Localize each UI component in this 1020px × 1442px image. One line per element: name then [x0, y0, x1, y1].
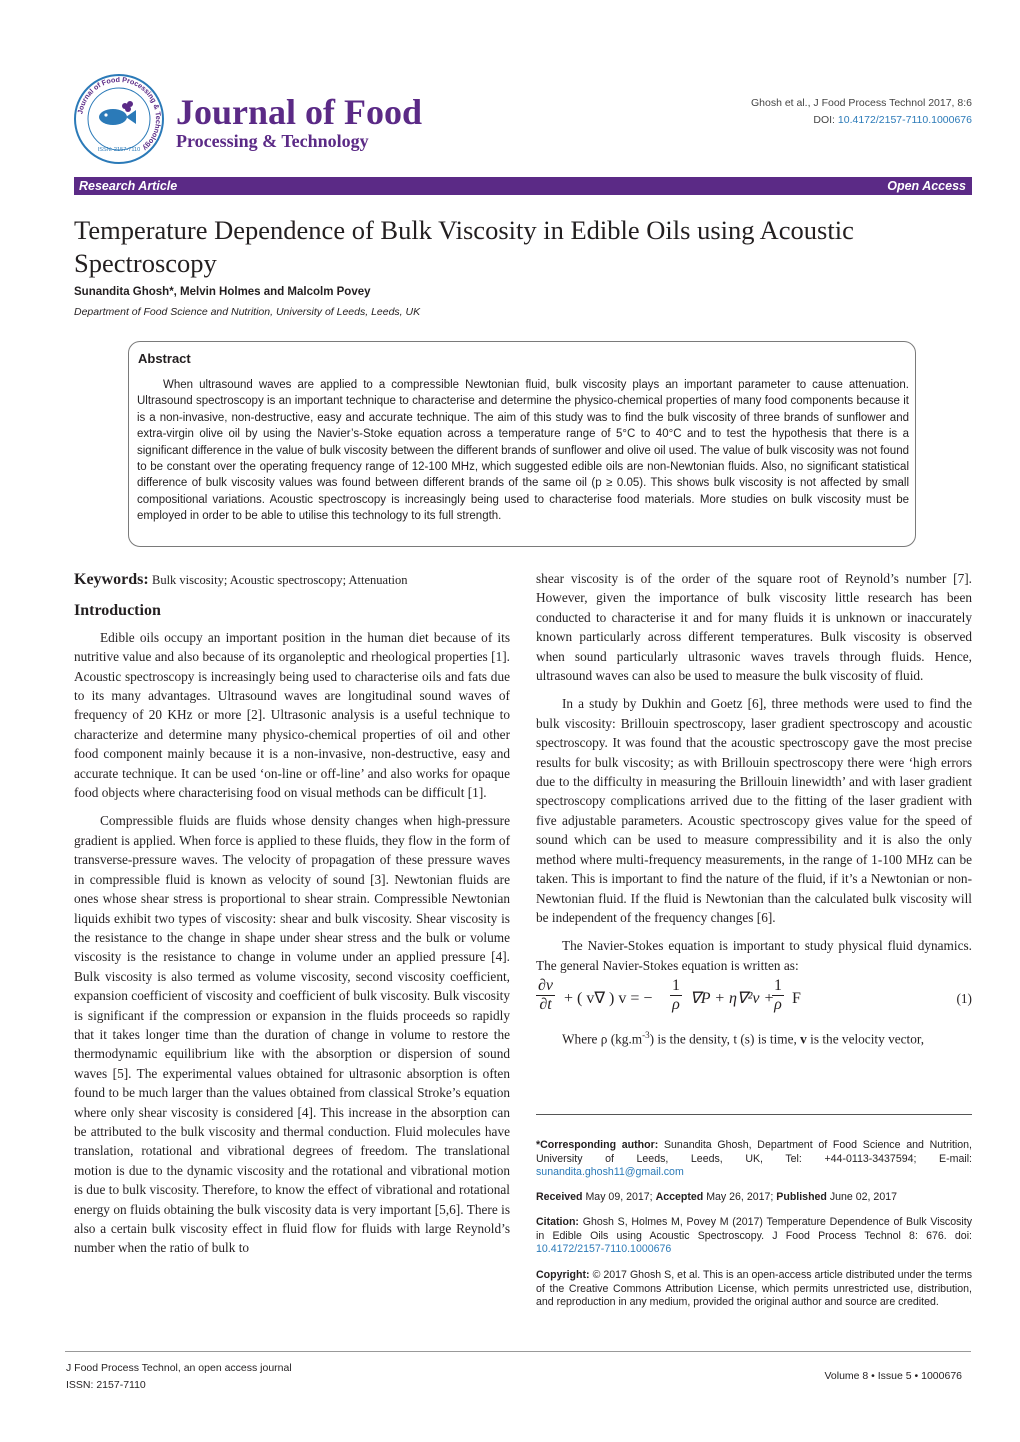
published-label: Published [776, 1191, 827, 1203]
journal-logo [73, 73, 165, 165]
eq-frac2-den: ρ [672, 996, 680, 1014]
footer-issn: ISSN: 2157-7110 [66, 1379, 146, 1391]
eq-fraction-dvdt [536, 977, 555, 1014]
citation-line: Ghosh et al., J Food Process Technol 2017, 8:6 [750, 97, 972, 109]
citation-doi-link[interactable]: 10.4172/2157-7110.1000676 [536, 1243, 672, 1256]
eq-expl-bold: v [800, 1031, 807, 1047]
footer-divider [65, 1351, 971, 1352]
paper-title: Temperature Dependence of Bulk Viscosity in Edible Oils using Acoustic Spectroscopy [74, 215, 854, 278]
intro-paragraph-5: The Navier-Stokes equation is important to study physical fluid dynamics. The general Navier-Stokes equation is written as: [536, 938, 972, 973]
received-date: May 09, 2017; [582, 1191, 656, 1203]
eq-expl-end: is the velocity vector, [806, 1031, 925, 1047]
doi-line [813, 114, 972, 126]
navier-stokes-equation [536, 976, 972, 1026]
keywords-label: Keywords [74, 571, 144, 588]
eq-force-term: F [792, 990, 801, 1008]
article-type-label: Research Article [79, 179, 178, 193]
equation-explanation [536, 1026, 972, 1049]
dates-note [536, 1191, 972, 1205]
journal-subtitle: Processing & Technology [176, 131, 369, 151]
copyright-note [536, 1269, 972, 1310]
citation-note [536, 1216, 972, 1257]
copyright-label: Copyright: [536, 1269, 590, 1281]
intro-paragraph-3: shear viscosity is of the order of the square root of Reynold’s number [7]. However, given the importance of bulk viscosity little research has been conducted to characterise it and for many fluids it is unknown or inaccurately known particularly across different temperatures. Bulk viscosity is observed when sound particularly ultrasonic waves travels through fluids. Hence, ultrasound waves can also be used to measure the bulk viscosity of fluid. [536, 571, 972, 684]
open-access-label: Open Access [887, 179, 966, 193]
intro-paragraph-1: Edible oils occupy an important position in the human diet because of its nutritive value and also because of its organoleptic and rheological properties [1]. Acoustic spectroscopy is increasingly being used to characterise oils and fats due to its many advantages. Ultrasound waves are longitudinal sound waves of frequency of 20 KHz or more [2]. Ultrasonic analysis is a useful technique to characterize and determine many physico-chemical properties of oil and other food component mainly because it is a non-invasive, non-destructive, easy and accurate technique. It can be used ‘on-line or off-line’ and also works for opaque food objects where characterising food on visual methods can be difficult [1]. [74, 629, 510, 801]
eq-middle-terms: + ( v∇ ) v = − [564, 990, 653, 1008]
logo-issn: ISSN: 2157-7110 [97, 147, 141, 153]
author-email-link[interactable]: sunandita.ghosh11@gmail.com [536, 1166, 684, 1179]
abstract-box [128, 341, 916, 547]
corresponding-author-note [536, 1139, 972, 1180]
eq-frac1-den: ∂t [539, 996, 552, 1014]
affiliation: Department of Food Science and Nutrition, University of Leeds, Leeds, UK [74, 306, 421, 318]
author-list: Sunandita Ghosh*, Melvin Holmes and Malcolm Povey [74, 286, 371, 298]
keywords-colon: : [143, 571, 149, 588]
logo-ring-text: Journal of Food Processing & Technology [75, 74, 164, 153]
corresponding-text: Sunandita Ghosh, Department of Food Science and Nutrition, University of Leeds, Leeds, UK, Tel: +44-0113-3437594; E-mail: [536, 1139, 972, 1165]
article-type-bar [74, 177, 972, 195]
abstract-text: When ultrasound waves are applied to a compressible Newtonian fluid, bulk viscosity plays an important parameter to cause attenuation. Ultrasound spectroscopy is an important technique to characterise and determine the physico-chemical properties of many food components because it is a non-invasive, non-destructive, easy and accurate technique. The aim of this study was to find the bulk viscosity of three brands of sunflower and extra-virgin olive oil by using the Navier’s-Stoke equation across a temperature range of 5°C to 40°C and to test the hypothesis that there is a significant difference in the value of bulk viscosity between the different brands of sunflower and olive oil used. The value of bulk viscosity was not found to be constant over the operating frequency range of 12-100 MHz, which suggested edible oils are non-Newtonian fluids. Also, no significant statistical difference of bulk viscosity values was found between different brands of the same oil (p ≥ 0.05). This shows bulk viscosity is not affected by small compositional variations. Acoustic spectroscopy is increasingly being used to characterise food materials. More studies on bulk viscosity must be employed in order to be able to utilise this technology to its full strength. [137, 379, 909, 523]
keywords-line [74, 570, 510, 590]
eq-expl-mid: ) is the density, t (s) is time, [649, 1031, 801, 1047]
intro-paragraph-4: In a study by Dukhin and Goetz [6], three methods were used to find the bulk viscosity: Brillouin spectroscopy, laser gradient spectroscopy and acoustic spectroscopy. It was found that the acoustic spectroscopy gave the most precise results for bulk viscosity; as with Brillouin spectroscopy there were ‘high errors due to the difficulty in measuring the Brillouin linewidth’ and with laser gradient spectroscopy complications arrived due to the fitting of the laser gradient with five adjustable parameters. Acoustic spectroscopy gives value for the speed of sound which can be used to measure compressibility and it is also the only method where multi-frequency measurements, in the range of 1-100 MHz can be taken. This is important to find the nature of the fluid, if it’s a Newtonian or non-Newtonian fluid. If the fluid is Newtonian than the calculated bulk viscosity will be independent of the frequency changes [6]. [536, 696, 972, 925]
eq-fraction-1-rho-b [772, 977, 784, 1014]
left-column [74, 570, 510, 1258]
published-date: June 02, 2017 [826, 1191, 898, 1203]
fish-icon [99, 109, 136, 125]
footer-volume: Volume 8 • Issue 5 • 1000676 [824, 1370, 962, 1382]
equation-number: (1) [956, 991, 972, 1007]
eq-frac1-num: ∂v [538, 977, 554, 995]
citation-text: Ghosh S, Holmes M, Povey M (2017) Temperature Dependence of Bulk Viscosity in Edible Oils using Acoustic Spectroscopy. J Food Process Technol 8: 676. doi: [536, 1216, 972, 1242]
intro-paragraph-2: Compressible fluids are fluids whose density changes when high-pressure gradient is applied. When force is applied to these fluids, they flow in the form of transverse-pressure waves. The velocity of propagation of these pressure waves in compressible fluid is known as velocity of sound [3]. Newtonian fluids are ones whose shear stress is proportional to shear strain. Compressible Newtonian liquids exhibit two types of viscosity: shear and bulk viscosity. Shear viscosity is the resistance to the change in shape under shear stress and the bulk or volume viscosity is the resistance to change in volume under an applied pressure [4]. Bulk viscosity is also termed as volume viscosity, second viscosity coefficient, expansion coefficient of viscosity and coefficient of bulk viscosity. Bulk viscosity is significant if the compression or expansion in the fluids proceeds so rapidly that it takes longer time than the duration of change in volume to restore the thermodynamic equilibrium like with the absorption or dispersion of sound waves [5]. The experimental values obtained for ultrasonic absorption is often found to be much larger than the values obtained from classical Stroke’s equation where only shear viscosity is considered [4]. This increase in the absorption can be attributed to the bulk viscosity and thermal conduction. Fluid molecules have translation, rotational and vibrational degrees of freedom. The translational motion is due to the dynamic viscosity and the rotational and vibrational motion is due to bulk viscosity. Therefore, to know the effect of vibrational and rotational energy on fluids obtaining the bulk viscosity data is very important [5,6]. There is also a certain bulk viscosity effect in fluid flow for fluids with large Reynold’s number when the ratio of bulk to [74, 813, 510, 1256]
doi-label: DOI: [813, 114, 838, 126]
introduction-heading: Introduction [74, 602, 161, 620]
footer-journal: J Food Process Technol, an open access journal [66, 1362, 292, 1374]
eq-expl-prefix: Where ρ (kg.m [562, 1031, 643, 1047]
copyright-text: © 2017 Ghosh S, et al. This is an open-access article distributed under the terms of the Creative Commons Attribution License, which permits unrestricted use, distribution, and reproduction in any medium, provided the original author and source are credited. [536, 1269, 972, 1309]
accepted-date: May 26, 2017; [703, 1191, 777, 1203]
citation-label: Citation: [536, 1216, 579, 1228]
received-label: Received [536, 1191, 583, 1203]
eq-frac2-num: 1 [672, 977, 680, 995]
corresponding-label: *Corresponding author: [536, 1139, 659, 1151]
eq-frac3-den: ρ [774, 996, 782, 1014]
abstract-heading: Abstract [138, 351, 191, 366]
eq-fraction-1-rho-a [670, 977, 682, 1014]
grape-icon [122, 101, 133, 112]
journal-name: Journal of Food [176, 92, 423, 132]
eq-frac3-num: 1 [774, 977, 782, 995]
right-column [536, 569, 972, 1049]
doi-link[interactable]: 10.4172/2157-7110.1000676 [837, 114, 972, 126]
eq-expl-sup: -3 [642, 1030, 650, 1041]
eq-pressure-viscous-terms: ∇P + η∇²v + [690, 990, 775, 1008]
footnote-divider [536, 1114, 972, 1115]
accepted-label: Accepted [655, 1191, 704, 1203]
keywords-list: Bulk viscosity; Acoustic spectroscopy; Attenuation [151, 573, 408, 587]
